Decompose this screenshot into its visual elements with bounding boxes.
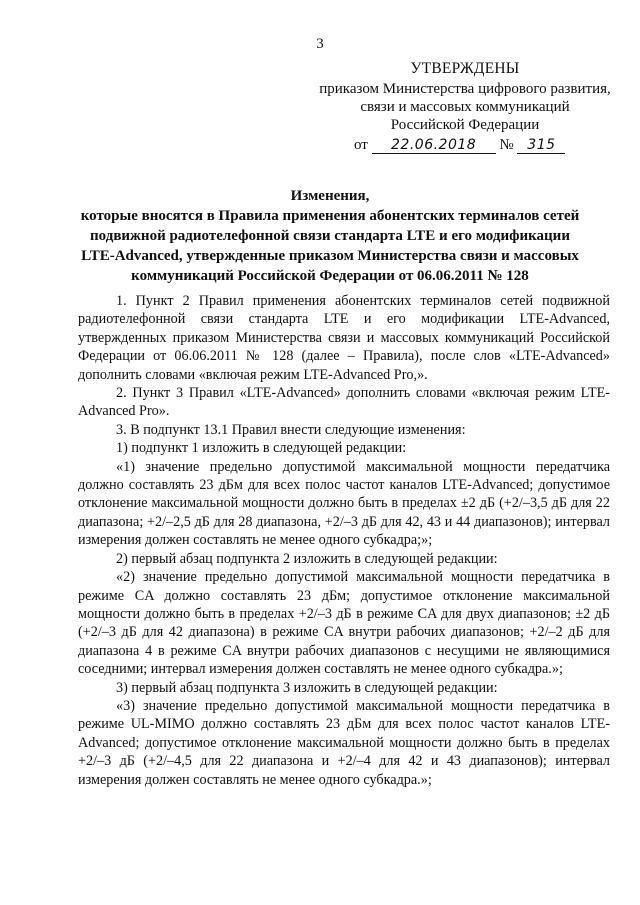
paragraph-5: «1) значение предельно допустимой максимальной мощности передатчика должно составлять 23 дБм для всех полос частот каналов LTE-Advanced; допустимое отклонение максимальной мощности должно быть в пределах ±2 дБ (+2/–3,5 дБ для 22 диапазона; +2/–2,5 дБ для 28 диапазона, +2/–3 дБ для 42, 43 и 44 диапазонов); интервал измерения должен составлять не менее одного субкадра;»; (78, 458, 610, 549)
paragraph-1: 1. Пункт 2 Правил применения абонентских терминалов сетей подвижной радиотелефонной связи стандарта LTE и его модификации LTE-Advanced, утвержденных приказом Министерства связи и массовых коммуникаций Российской Федерации от 06.06.2011 № 128 (далее – Правила), после слов «LTE-Advanced» дополнить словами «включая режим LTE-Advanced Pro,». (78, 293, 610, 383)
handwritten-date: 22.06.2018 (372, 138, 496, 154)
date-prefix: от (354, 137, 368, 153)
paragraph-8: 3) первый абзац подпункта 3 изложить в следующей редакции: (116, 679, 498, 696)
handwritten-number: 315 (517, 138, 565, 154)
title-line-1: Изменения, (290, 188, 370, 204)
approval-heading: УТВЕРЖДЕНЫ (410, 60, 520, 77)
paragraph-9: «3) значение предельно допустимой максимальной мощности передатчика в режиме UL-MIMO должно составлять 23 дБм для всех полос частот каналов LTE-Advanced; допустимое отклонение максимальной мощности должно быть в пределах +2/–3 дБ (+2/–4,5 для 22 диапазона и +2/–4 для 42 и 43 диапазонов); интервал измерения должен составлять не менее одного субкадра.»; (78, 697, 610, 788)
document-body (78, 292, 610, 789)
paragraph-7: «2) значение предельно допустимой максимальной мощности передатчика в режиме CA должно составлять 23 дБм; допустимое отклонение максимальной мощности должно быть в пределах +2/–3 дБ в режиме CA для двух диапазонов; ±2 дБ (+2/–3 дБ для 42 диапазона) в режиме CA внутри рабочих диапазонов; +2/–2 дБ для диапазона 4 в режиме CA внутри рабочих диапазонов с несущими не являющимися соседними; интервал измерения должен составлять не менее одного субкадра.»; (78, 569, 610, 678)
title-line-3: подвижной радиотелефонной связи стандарта LTE и его модификации (90, 228, 570, 244)
approval-block (300, 60, 630, 154)
document-title (60, 186, 600, 286)
paragraph-4: 1) подпункт 1 изложить в следующей редакции: (116, 440, 407, 457)
number-prefix: № (499, 137, 514, 153)
approval-line-3: Российской Федерации (390, 117, 540, 133)
title-line-5: коммуникаций Российской Федерации от 06.06.2011 № 128 (131, 268, 529, 284)
approval-line-1: приказом Министерства цифрового развития, (319, 81, 611, 97)
paragraph-3: 3. В подпункт 13.1 Правил внести следующие изменения: (116, 421, 466, 438)
title-line-4: LTE-Advanced, утвержденные приказом Министерства связи и массовых (81, 248, 579, 264)
paragraph-6: 2) первый абзац подпункта 2 изложить в следующей редакции: (116, 550, 498, 567)
approval-date-line (300, 136, 630, 154)
title-line-2: которые вносятся в Правила применения абонентских терминалов сетей (80, 208, 580, 224)
page-number: 3 (316, 36, 324, 52)
approval-line-2: связи и массовых коммуникаций (360, 99, 570, 115)
paragraph-2: 2. Пункт 3 Правил «LTE-Advanced» дополнить словами «включая режим LTE-Advanced Pro». (78, 385, 610, 420)
